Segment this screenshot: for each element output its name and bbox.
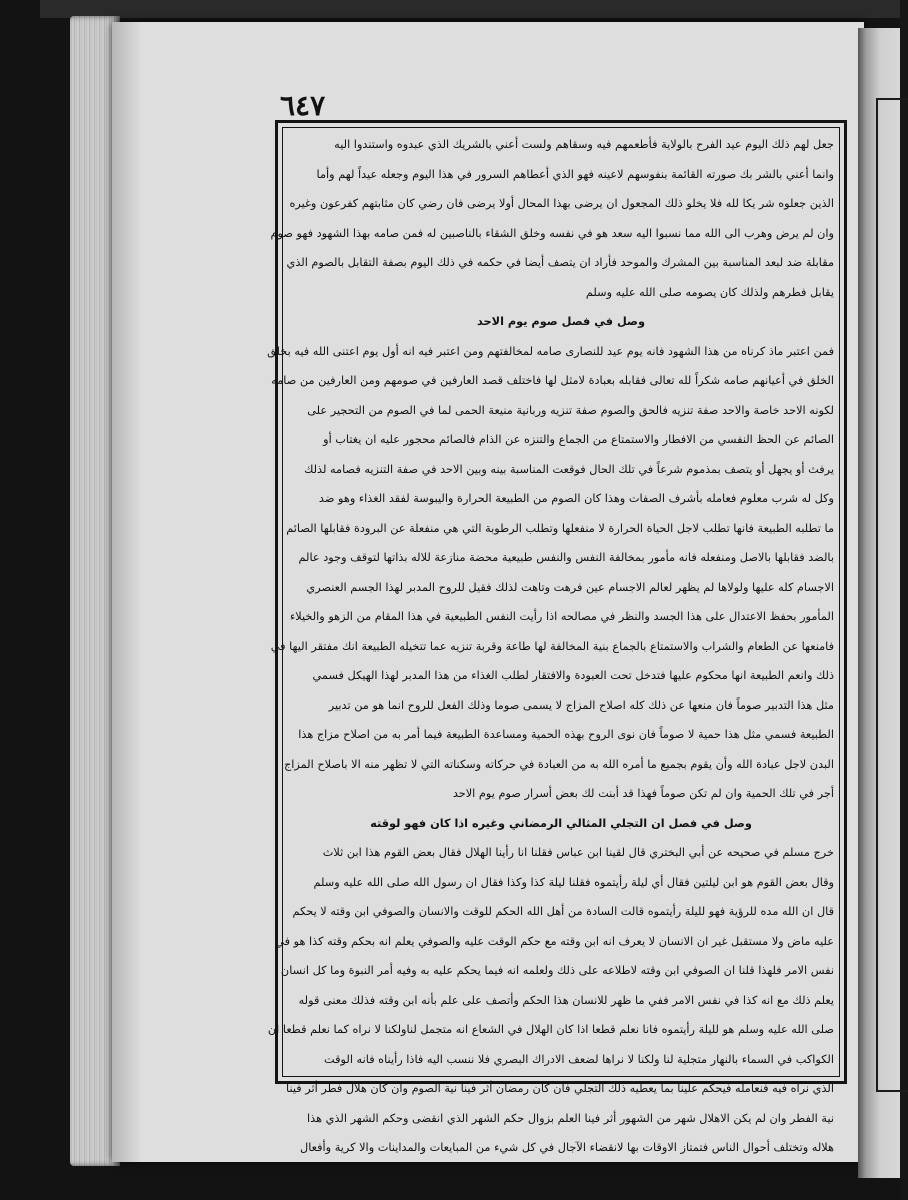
page-edge-shadow [112, 22, 142, 1162]
text-line: هلاله وتختلف أحوال الناس فتمتاز الاوقات بها لانقضاء الآجال في كل شيء من المبايعات والمداينات والا كرية وأفعال [300, 1141, 834, 1154]
text-line: الذين جعلوه شر يكا لله فلا يخلو ذلك المجعول ان يرضى بهذا المحال أولا يرضى فان رضي كان مثابتهم كفرعون وغيره [289, 197, 834, 210]
text-line: مثل هذا التدبير صوماً فان منعها عن ذلك كله اصلاح المزاج لا يسمى صوما وذلك الفعل للروح انما هو من تدبير [328, 698, 834, 712]
text-line: نفس الامر فلهذا قلنا ان الصوفي ابن وقته لاطلاعه على ذلك ولعلمه انه فيما يحكم عليه به وفيه أمر النبوة وما كل انسان [280, 964, 834, 977]
text-line: المأمور بحفظ الاعتدال على هذا الجسد والنظر في مصالحه اذا رأيت النفس الطبيعية في هذا المقام من الزهو والخيلاء [289, 610, 834, 623]
facing-page-frame [876, 98, 908, 1092]
text-line: لكونه الاحد خاصة والاحد صفة تنزيه فالحق والصوم صفة تنزيه وربانية منيعة الحمى لما في الصوم من التحجير على [307, 403, 834, 417]
text-line: مقابلة ضد لبعد المناسبة بين المشرك والموحد فأراد ان يتصف أيضا في حكمه في ذلك اليوم بصفة التقابل بالصوم الذي [286, 256, 834, 269]
page-number: ٦٤٧ [280, 89, 326, 122]
text-line: وان لم يرض وهرب الى الله مما نسبوا اليه سعد هو في نفسه وخلق الشقاء بالناصبين له فمن صامه بهذا الشهود فهو صوم [270, 226, 834, 240]
text-line: وكل له شرب معلوم فعامله بأشرف الصفات وهذا كان الصوم من الطبيعة الحرارة واليبوسة لفقد الغذاء وهو ضد [318, 492, 834, 505]
text-line: الذي نراه فيه فنعامله فيحكم علينا بما يعطيه ذلك التجلي فان كان رمضان أثر فينا نية الصوم وان كان هلال فطر أثر فينا [286, 1082, 834, 1095]
text-line: يقابل فطرهم ولذلك كان يصومه صلى الله عليه وسلم [585, 285, 834, 299]
text-line: الكواكب في السماء بالنهار متجلية لنا ولكنا لا نراها لضعف الادراك البصري فلا ننسب اليه فاذا رأيناه فانه الوقت [324, 1052, 834, 1066]
text-line: قال ان الله مده للرؤية فهو لليلة رأيتموه قالت السادة من أهل الله الحكم للوقت والانسان والصوفي ابن وقته لا يحكم [292, 905, 834, 918]
text-line: يرفث أو يجهل أو يتصف بمذموم شرعاً في تلك الحال فوقعت المناسبة بينه وبين الاحد في صفة التنزيه فصامه لذلك [304, 462, 834, 476]
text-line: البدن لاجل عبادة الله وأن يقوم بجميع ما أمره الله به من العبادة في حركاته وسكناته التي لا تظهر منه الا باصلاح المزاج [283, 757, 834, 771]
text-line: عليه ماض ولا مستقبل غير ان الانسان لا يعرف انه ابن وقته مع حكم الوقت عليه والصوفي يعلم انه بحكم وقته كذا هو في [275, 934, 834, 948]
text-line: يعلم ذلك مع انه كذا في نفس الامر ففي ما ظهر للانسان هذا الحكم وأتصف على علم بأنه ابن وقته فذلك معنى قوله [298, 993, 834, 1007]
scan-top-border [40, 0, 900, 18]
text-line: الخلق في أعيانهم صامه شكراً لله تعالى فقابله بعبادة لامثل لها فاختلف قصد العارفين في صومهم ومن العارفين من صامه [271, 374, 834, 387]
text-line: بالضد فقابلها بالاصل ومنفعله فانه مأمور بمخالفة النفس والنفس طبيعية محضة منازعة للاله بذاتها لتوقف وجود عالم [298, 551, 834, 564]
text-line: الصائم عن الحظ النفسي من الافطار والاستمتاع من الجماع والتنزه عن الذام فالصائم محجور عليه ان يغتاب أو [323, 433, 834, 446]
section-heading: وصل في فصل ان التجلي المثالي الرمضاني وغيره اذا كان فهو لوقته [370, 816, 752, 830]
text-line: خرج مسلم في صحيحه عن أبي البختري قال لقينا ابن عباس فقلنا انا رأينا الهلال فقال بعض القوم هذا ابن ثلاث [322, 846, 834, 859]
main-text-block [267, 130, 834, 1154]
text-line: ما تطلبه الطبيعة فانها تطلب لاجل الحياة الحرارة لا منفعلها وتطلب الرطوبة التي هي منفعلة عن البرودة فقابلها الصائم [286, 521, 834, 535]
text-line: فمن اعتبر ماذ كرناه من هذا الشهود فانه يوم عيد للنصارى صامه لمخالفتهم ومن اعتبر فيه انه أول يوم اعتنى الله فيه بخلق [267, 344, 834, 358]
text-line: جعل لهم ذلك اليوم عيد الفرح بالولاية فأطعمهم فيه وسقاهم ولست أعني بالشريك الذي عبدوه واستندوا اليه [334, 138, 834, 151]
text-line: الطبيعة فسمي مثل هذا حمية لا صوماً فان نوى الروح بهذه الحمية ومساعدة الطبيعة فيما أمر به من اصلاح مزاج هذا [298, 728, 834, 741]
text-line: الاجسام كله عليها ولولاها لم يظهر لعالم الاجسام عين فرهت وتاهت لذلك فقيل للروح المدبر لهذا الجسم العنصري [306, 580, 834, 594]
text-line: ذلك وانعم الطبيعة انها محكوم عليها فتدخل تحت العبودة والافتقار لطلب الغذاء من هذا المدبر لهذا الهيكل فسمي [312, 669, 834, 682]
text-line: وانما أعني بالشر بك صورته القائمة بنفوسهم لاعينه فهو الذي أعطاهم السرور في هذا اليوم وجعله عيداً لهم وأما [316, 167, 834, 181]
text-line: نية الفطر وان لم يكن الاهلال شهر من الشهور أثر فينا العلم بزوال حكم الشهر الذي انقضى وحكم الشهر الذي هذا [307, 1111, 834, 1125]
section-heading: وصل في فصل صوم يوم الاحد [477, 315, 645, 328]
text-line: وقال بعض القوم هو ابن ليلتين فقال أي ليلة رأيتموه فقلنا ليلة كذا وكذا فقال ان رسول الله صلى الله عليه وسلم [313, 875, 834, 889]
text-line: أجر في تلك الحمية وان لم تكن صوماً فهذا قد أبنت لك بعض أسرار صوم يوم الاحد [452, 787, 834, 800]
text-line: صلى الله عليه وسلم هو لليلة رأيتموه فانا نعلم قطعا اذا كان الهلال في الشعاع انه متجمل لناولكنا لا نراه كما نعلم قطعا ان [267, 1023, 834, 1036]
text-line: فامنعها عن الطعام والشراب والاستمتاع بالجماع بنية المخالفة لها طاعة وقربة تنزيه عما تتخيله الطبيعة انك مفتقر اليها في [270, 639, 834, 653]
